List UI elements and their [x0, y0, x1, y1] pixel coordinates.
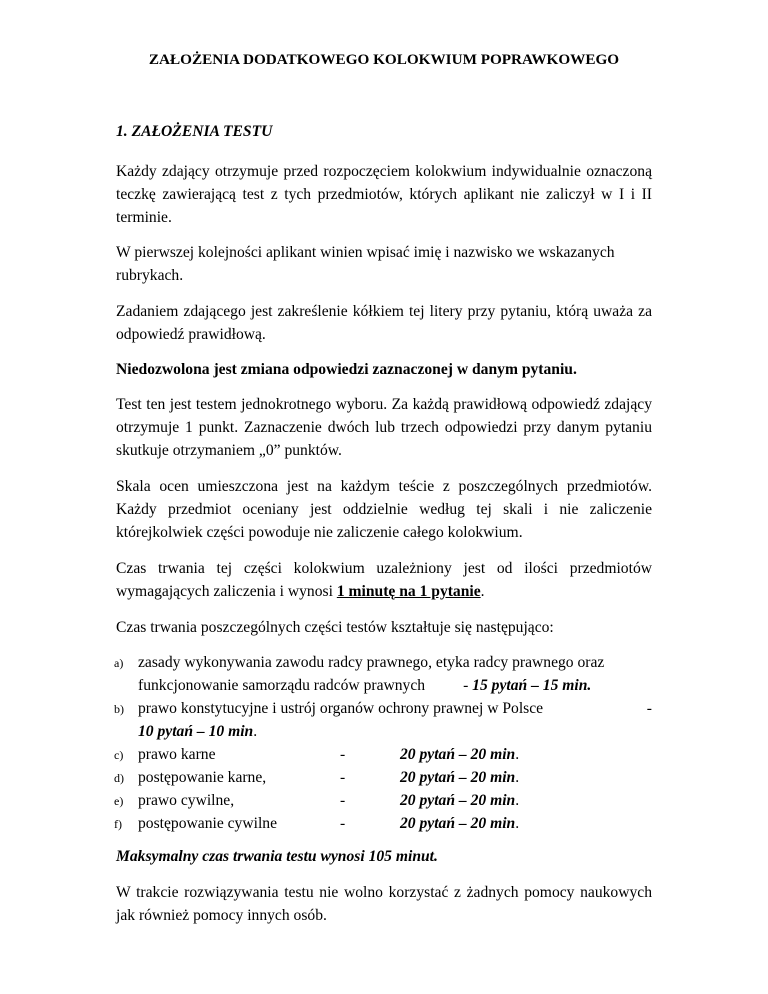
list-item-time: 10 pytań – 10 min — [138, 723, 254, 740]
max-time-notice: Maksymalny czas trwania testu wynosi 105 minut. — [116, 848, 438, 865]
list-marker: b) — [114, 702, 124, 716]
list-item-dash: - — [340, 815, 346, 832]
list-item-dot: . — [515, 792, 520, 809]
list-item-time: 20 pytań – 20 min — [400, 815, 516, 832]
list-item-line — [138, 697, 652, 720]
list-item-dash: - — [340, 769, 346, 786]
time-list — [116, 651, 652, 835]
paragraph-7-emphasis: 1 minutę na 1 pytanie — [336, 583, 481, 600]
paragraph-7-text: Czas trwania tej części kolokwium uzależniony jest od ilości przedmiotów wymagających zaliczenia i wynosi — [116, 560, 652, 600]
list-item-line — [138, 674, 652, 697]
list-item-time: 20 pytań – 20 min — [400, 746, 516, 763]
list-item-time: 20 pytań – 20 min — [400, 792, 516, 809]
list-item-dot: . — [515, 815, 520, 832]
list-item-dot: . — [515, 769, 520, 786]
list-item-dash: - — [340, 792, 346, 809]
list-item-line — [138, 720, 652, 743]
list-marker: d) — [114, 771, 124, 785]
list-item-dot: . — [515, 746, 520, 763]
list-item-text: zasady wykonywania zawodu radcy prawnego, etyka radcy prawnego oraz — [138, 654, 605, 671]
list-item-dash: - — [646, 700, 652, 717]
list-item-e — [116, 789, 652, 812]
list-item-dot: . — [253, 723, 258, 740]
paragraph-7 — [116, 557, 652, 603]
list-marker: e) — [114, 794, 124, 808]
list-item-text: prawo konstytucyjne i ustrój organów ochrony prawnej w Polsce — [138, 700, 544, 717]
list-item-a — [116, 651, 652, 697]
list-item-f — [116, 812, 652, 835]
paragraph-6: Skala ocen umieszczona jest na każdym teście z poszczególnych przedmiotów. Każdy przedmiot oceniany jest oddzielnie według tej skali i nie zaliczenie którejkolwiek części powoduje nie zaliczenie całego kolokwium. — [116, 478, 652, 541]
list-item-d — [116, 766, 652, 789]
paragraph-3: Zadaniem zdającego jest zakreślenie kółkiem tej litery przy pytaniu, którą uważa za odpowiedź prawidłową. — [116, 303, 652, 343]
list-item-time: 20 pytań – 20 min — [400, 769, 516, 786]
list-marker: f) — [114, 817, 122, 831]
list-item-b — [116, 697, 652, 743]
list-item-time: 15 pytań – 15 min. — [472, 677, 592, 694]
list-item-text: postępowanie cywilne — [138, 815, 278, 832]
list-item-text: prawo cywilne, — [138, 792, 235, 809]
paragraph-1: Każdy zdający otrzymuje przed rozpoczęciem kolokwium indywidualnie oznaczoną teczkę zawierającą test z tych przedmiotów, których aplikant nie zaliczył w I i II terminie. — [116, 163, 652, 226]
paragraph-9: W trakcie rozwiązywania testu nie wolno korzystać z żadnych pomocy naukowych jak również pomocy innych osób. — [116, 884, 652, 924]
list-marker: a) — [114, 656, 124, 670]
document-title: ZAŁOŻENIA DODATKOWEGO KOLOKWIUM POPRAWKOWEGO — [148, 51, 620, 68]
list-marker: c) — [114, 748, 124, 762]
list-item-text: prawo karne — [138, 746, 216, 763]
paragraph-5: Test ten jest testem jednokrotnego wyboru. Za każdą prawidłową odpowiedź zdający otrzymuje 1 punkt. Zaznaczenie dwóch lub trzech odpowiedzi przy danym pytaniu skutkuje otrzymaniem „0” punktów. — [116, 396, 652, 459]
list-item-text: funkcjonowanie samorządu radców prawnych — [138, 677, 426, 694]
paragraph-7-end: . — [480, 583, 485, 600]
list-item-c — [116, 743, 652, 766]
list-item-dash: - — [340, 746, 346, 763]
paragraph-8: Czas trwania poszczególnych części testów kształtuje się następująco: — [116, 619, 554, 636]
list-item-dash: - — [463, 677, 473, 694]
section-heading: 1. ZAŁOŻENIA TESTU — [116, 123, 273, 140]
paragraph-4-bold-notice: Niedozwolona jest zmiana odpowiedzi zaznaczonej w danym pytaniu. — [116, 361, 577, 378]
list-item-text: postępowanie karne, — [138, 769, 267, 786]
paragraph-2: W pierwszej kolejności aplikant winien wpisać imię i nazwisko we wskazanych rubrykach. — [116, 244, 615, 284]
